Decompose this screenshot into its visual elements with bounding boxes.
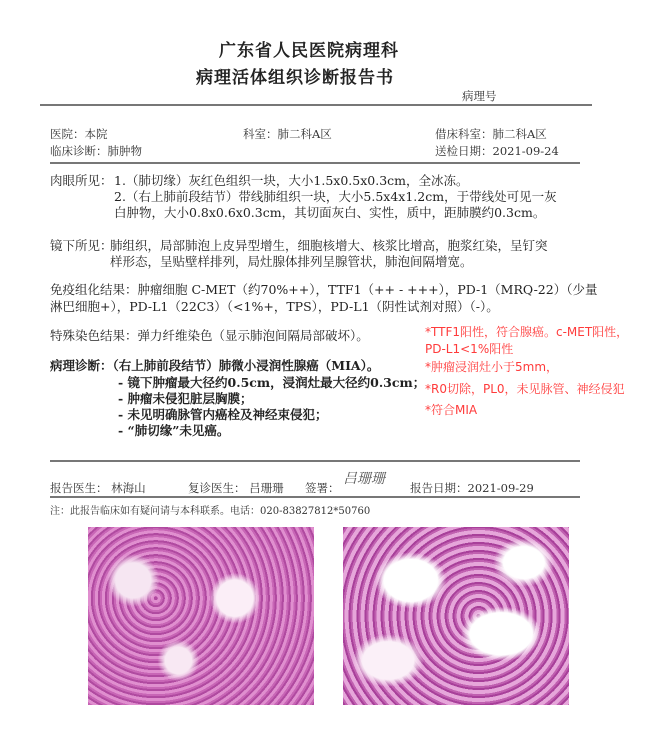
diagnosis-item: - 肿瘤未侵犯脏层胸膜；	[118, 391, 253, 406]
submit-date-field: 送检日期：2021-09-24	[435, 144, 559, 158]
hospital-field: 医院：本院	[50, 127, 108, 141]
divider	[50, 460, 580, 462]
report-date: 报告日期：2021-09-29	[410, 481, 534, 495]
ihc-line: 淋巴细胞+），PD-L1（22C3）（<1%+，TPS），PD-L1（阴性试剂对照）（-）。	[50, 299, 499, 314]
pathology-number-label: 病理号	[462, 89, 497, 103]
diagnosis-item: - “肺切缘”未见癌。	[118, 423, 230, 438]
clinical-diagnosis-field: 临床诊断：肺肿物	[50, 144, 142, 158]
report-title: 病理活体组织诊断报告书	[196, 68, 394, 88]
hospital-title: 广东省人民医院病理科	[219, 41, 399, 61]
diagnosis-item: - 未见明确脉管内癌栓及神经束侵犯；	[118, 407, 328, 422]
divider	[40, 104, 592, 106]
signature-label: 签署：	[305, 481, 340, 495]
divider	[50, 496, 580, 498]
department-field: 科室：肺二科A区	[243, 127, 332, 141]
special-stain: 特殊染色结果：弹力纤维染色（显示肺泡间隔局部破坏）。	[50, 328, 369, 343]
contact-note: 注：此报告临床如有疑问请与本科联系。电话：020-83827812*50760	[50, 506, 371, 517]
gross-line: 1.（肺切缘）灰红色组织一块，大小1.5x0.5x0.3cm，全冰冻。	[114, 173, 469, 188]
gross-label: 肉眼所见：	[50, 173, 113, 188]
gross-line: 白肿物，大小0.8x0.6x0.3cm，其切面灰白、实性，质中，距肺膜约0.3cm。	[114, 205, 546, 220]
micro-label: 镜下所见：	[50, 238, 113, 253]
annotation: PD-L1<1%阳性	[425, 342, 514, 356]
histology-image-right	[343, 527, 569, 705]
histology-image-left	[88, 527, 314, 705]
ihc-line: 免疫组化结果：肿瘤细胞 C-MET（约70%++），TTF1（++ - +++），PD-1（MRQ-22）（少量	[50, 282, 598, 297]
handwritten-signature: 吕珊珊	[343, 471, 385, 487]
reviewing-doctor: 复诊医生： 吕珊珊	[188, 481, 284, 495]
divider	[50, 162, 580, 164]
diagnosis-heading: 病理诊断：（右上肺前段结节）肺微小浸润性腺癌（MIA）。	[50, 358, 380, 373]
annotation: *符合MIA	[425, 403, 478, 417]
annotation: *TTF1阳性，符合腺癌。c-MET阳性，	[425, 325, 629, 339]
diagnosis-item: - 镜下肿瘤最大径约0.5cm，浸润灶最大径约0.3cm；	[118, 375, 426, 390]
micro-line: 样形态，呈贴壁样排列，局灶腺体排列呈腺管状，肺泡间隔增宽。	[110, 254, 473, 269]
borrow-department-field: 借床科室：肺二科A区	[435, 127, 547, 141]
annotation: *R0切除，PL0，未见脉管、神经侵犯	[425, 382, 625, 396]
micro-line: 肺组织，局部肺泡上皮异型增生，细胞核增大、核浆比增高，胞浆红染，呈钉突	[110, 238, 548, 253]
annotation: *肿瘤浸润灶小于5mm，	[425, 360, 559, 374]
reporting-doctor: 报告医生： 林海山	[50, 481, 146, 495]
gross-line: 2.（右上肺前段结节）带线肺组织一块，大小5.5x4x1.2cm，于带线处可见一灰	[114, 189, 557, 204]
